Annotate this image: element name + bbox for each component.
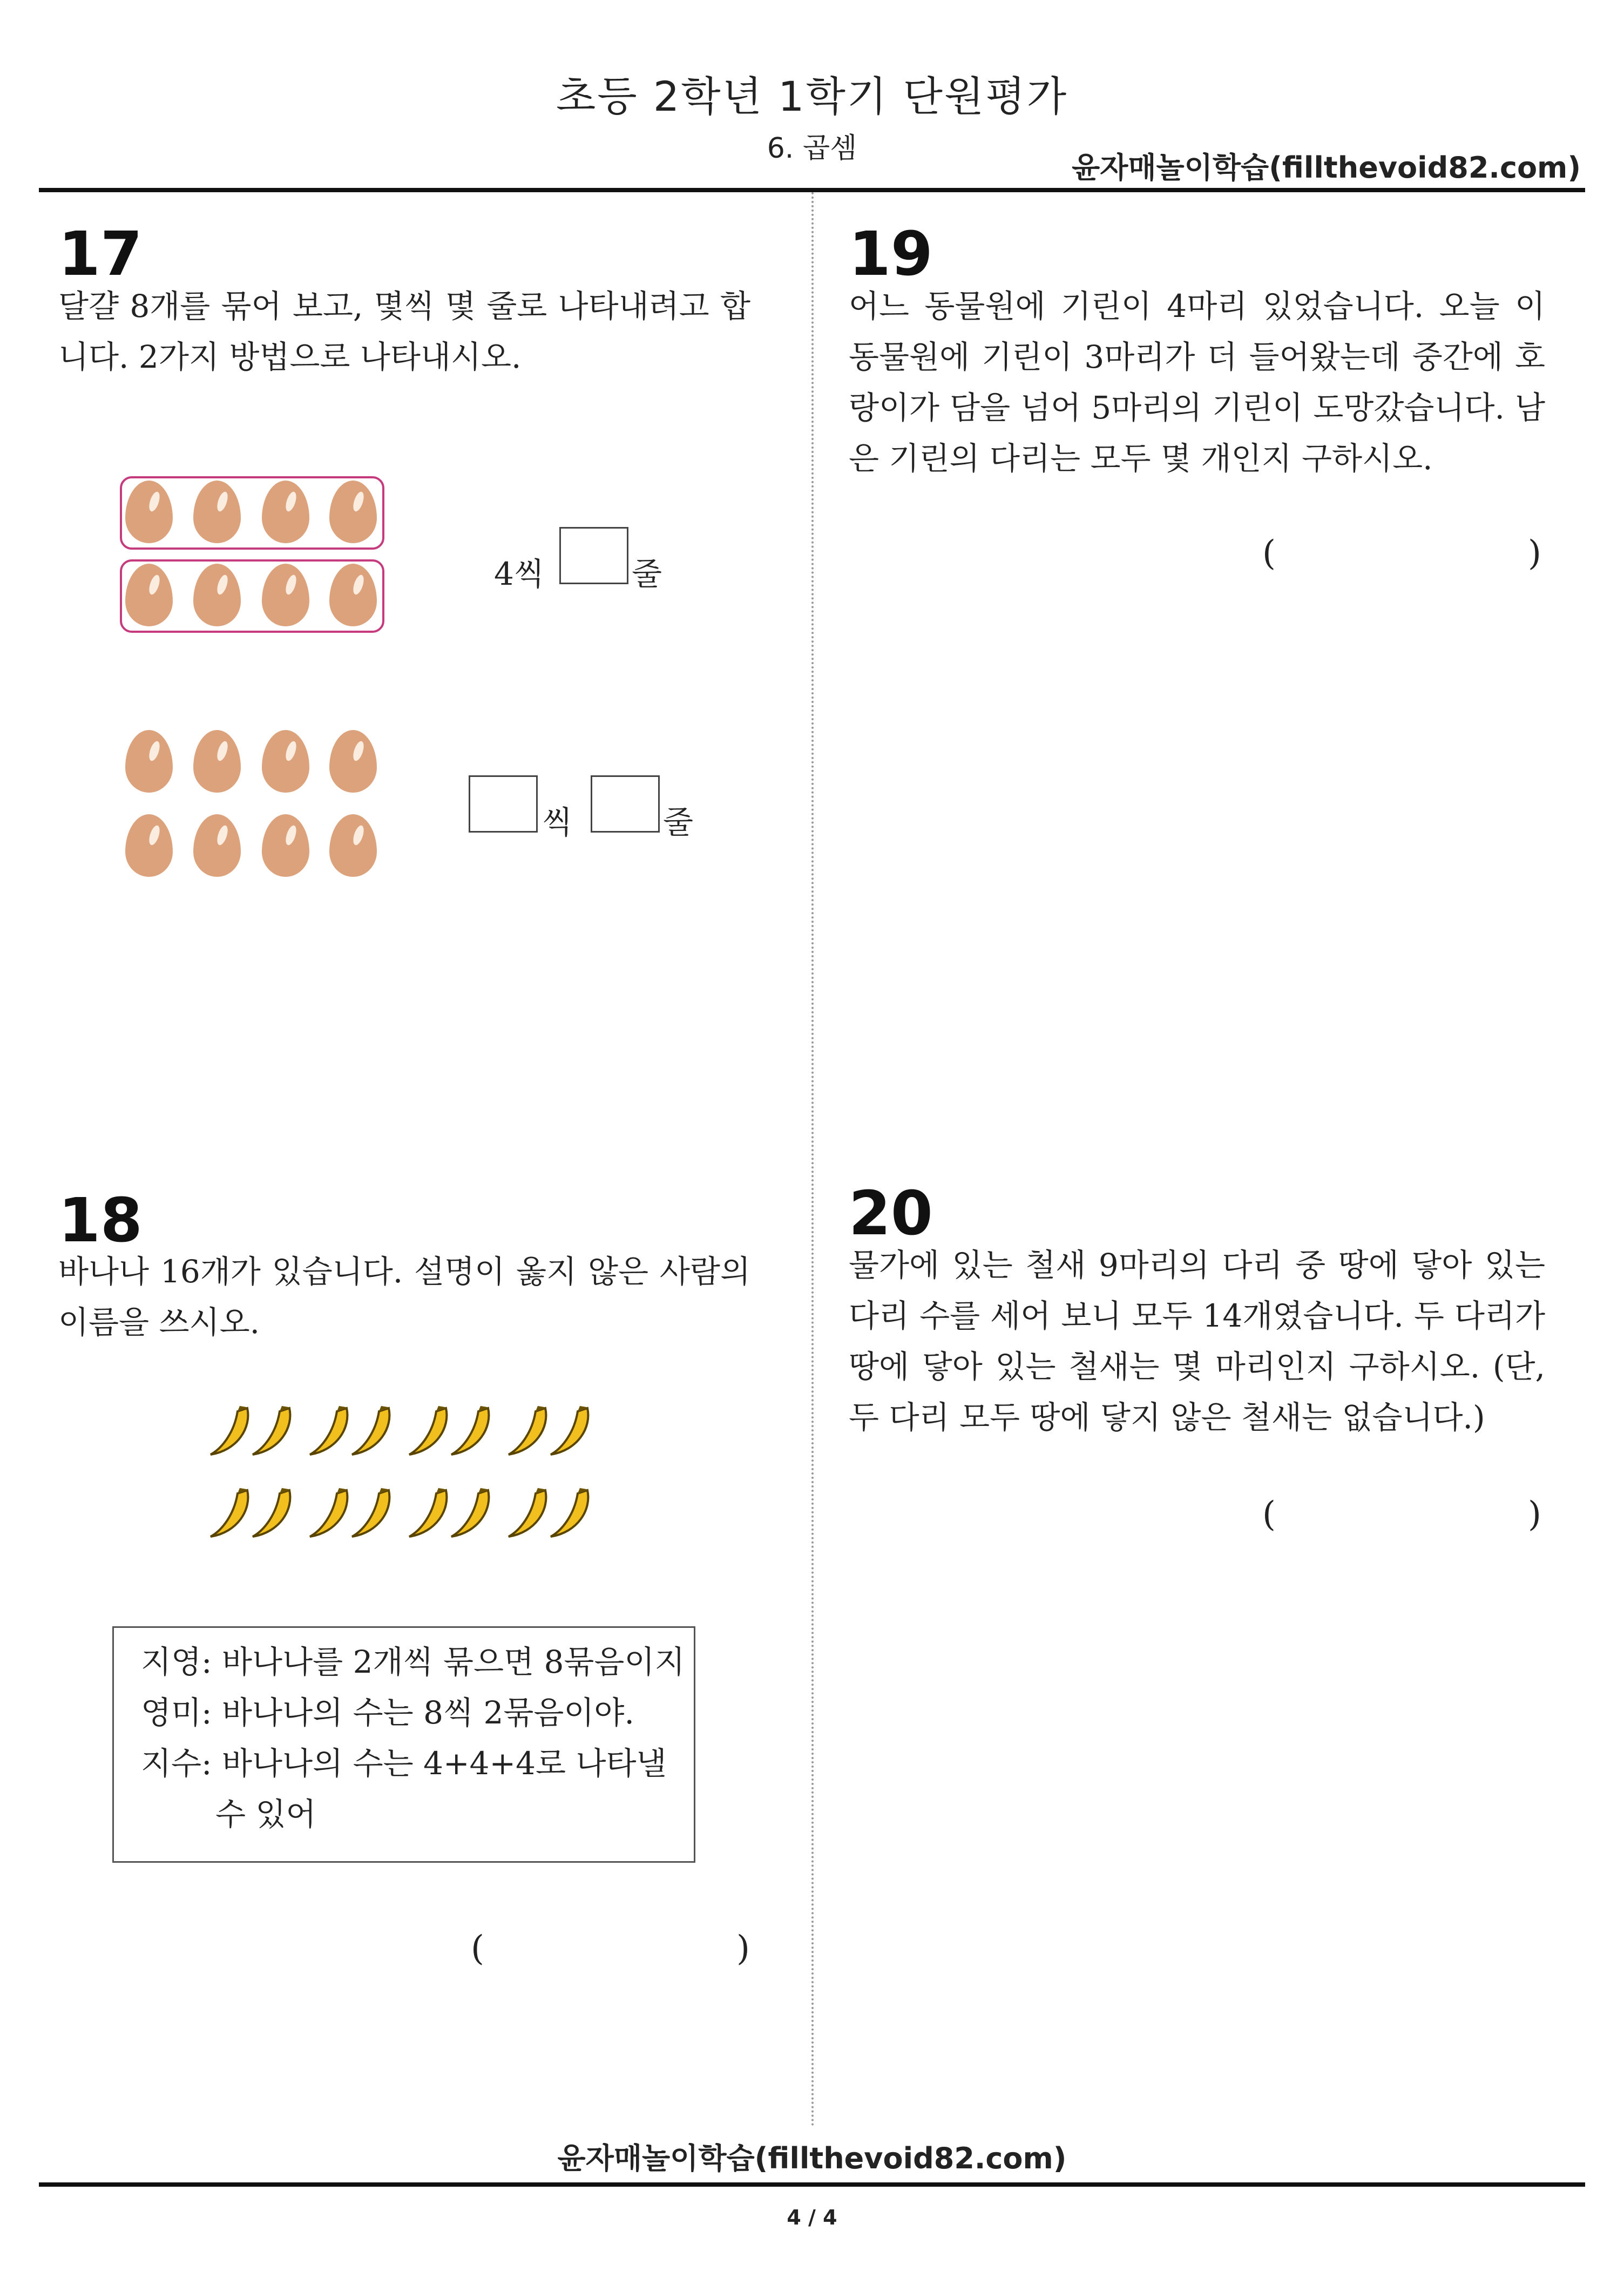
question-19-text: 어느 동물원에 기린이 4마리 있었습니다. 오늘 이 동물원에 기린이 3마리가 더 들어왔는데 중간에 호랑이가 담을 넘어 5마리의 기린이 도망갔습니다. 남은 기린의 다리는 모두 몇 개인지 구하시오.	[849, 288, 1545, 477]
q17-row2-mid: 씩	[542, 804, 573, 841]
q20-answer-paren-close: )	[1528, 1495, 1541, 1534]
q17-row1-prefix: 4씩	[494, 556, 544, 592]
page-title: 초등 2학년 1학기 단원평가	[556, 72, 1068, 120]
banana-icon	[248, 1487, 296, 1541]
q17-row2-suffix: 줄	[663, 804, 694, 841]
banana-icon	[306, 1487, 353, 1541]
egg-icon	[125, 814, 173, 877]
question-20-number: 20	[849, 1179, 933, 1249]
footer-rule	[39, 2182, 1585, 2187]
question-17-text: 달걀 8개를 묶어 보고, 몇씩 몇 줄로 나타내려고 합니다. 2가지 방법으로 나타내시오.	[58, 288, 750, 375]
q17-row1-suffix: 줄	[632, 556, 662, 592]
egg-icon	[262, 814, 309, 877]
q20-answer-field[interactable]	[1283, 1493, 1520, 1542]
banana-icon	[447, 1487, 495, 1541]
banana-icon	[405, 1405, 452, 1459]
egg-icon	[262, 730, 309, 793]
q19-answer-field[interactable]	[1283, 532, 1520, 581]
question-18-text: 바나나 16개가 있습니다. 설명이 옳지 않은 사람의 이름을 쓰시오.	[58, 1253, 750, 1341]
egg-icon	[125, 730, 173, 793]
statement-line: 영미: 바나나의 수는 8씩 2묶음이야.	[141, 1694, 634, 1731]
q18-answer-paren-open: (	[471, 1929, 484, 1969]
banana-icon	[546, 1487, 594, 1541]
q18-statement-box	[112, 1626, 695, 1863]
header-rule	[39, 188, 1585, 192]
header-brand: 윤자매놀이학습(fillthevoid82.com)	[1072, 151, 1581, 185]
banana-icon	[206, 1405, 254, 1459]
question-20-text: 물가에 있는 철새 9마리의 다리 중 땅에 닿아 있는 다리 수를 세어 보니 모두 14개였습니다. 두 다리가 땅에 닿아 있는 철새는 몇 마리인지 구하시오. (단, 두 다리 모두 땅에 닿지 않은 철새는 없습니다.)	[849, 1247, 1545, 1436]
question-17-number: 17	[58, 219, 143, 289]
page-number: 4 / 4	[787, 2206, 837, 2229]
banana-icon	[248, 1405, 296, 1459]
banana-icon	[447, 1405, 495, 1459]
banana-icon	[206, 1487, 254, 1541]
q17-answer-box-2[interactable]	[469, 775, 538, 833]
banana-icon	[405, 1487, 452, 1541]
banana-icon	[348, 1405, 395, 1459]
unit-subtitle: 6. 곱셈	[767, 132, 857, 165]
q17-answer-box-1[interactable]	[559, 527, 628, 584]
banana-icon	[546, 1405, 594, 1459]
egg-icon	[329, 814, 377, 877]
egg-icon	[193, 730, 241, 793]
question-18-number: 18	[58, 1186, 143, 1256]
egg-icon	[329, 730, 377, 793]
statement-line: 수 있어	[215, 1796, 316, 1833]
q19-answer-paren-close: )	[1528, 533, 1541, 573]
q17-answer-box-3[interactable]	[591, 775, 660, 833]
q19-answer-paren-open: (	[1262, 533, 1276, 573]
column-divider	[811, 192, 814, 2128]
banana-icon	[504, 1405, 552, 1459]
q20-answer-paren-open: (	[1262, 1495, 1276, 1534]
statement-line: 지영: 바나나를 2개씩 묶으면 8묶음이지	[141, 1644, 685, 1680]
footer-brand: 윤자매놀이학습(fillthevoid82.com)	[557, 2141, 1067, 2175]
banana-icon	[504, 1487, 552, 1541]
q18-answer-paren-close: )	[736, 1929, 750, 1969]
statement-line: 지수: 바나나의 수는 4+4+4로 나타낼	[141, 1745, 667, 1782]
egg-icon	[193, 814, 241, 877]
banana-icon	[348, 1487, 395, 1541]
banana-icon	[306, 1405, 353, 1459]
question-19-number: 19	[849, 219, 933, 289]
q18-answer-field[interactable]	[491, 1928, 729, 1976]
